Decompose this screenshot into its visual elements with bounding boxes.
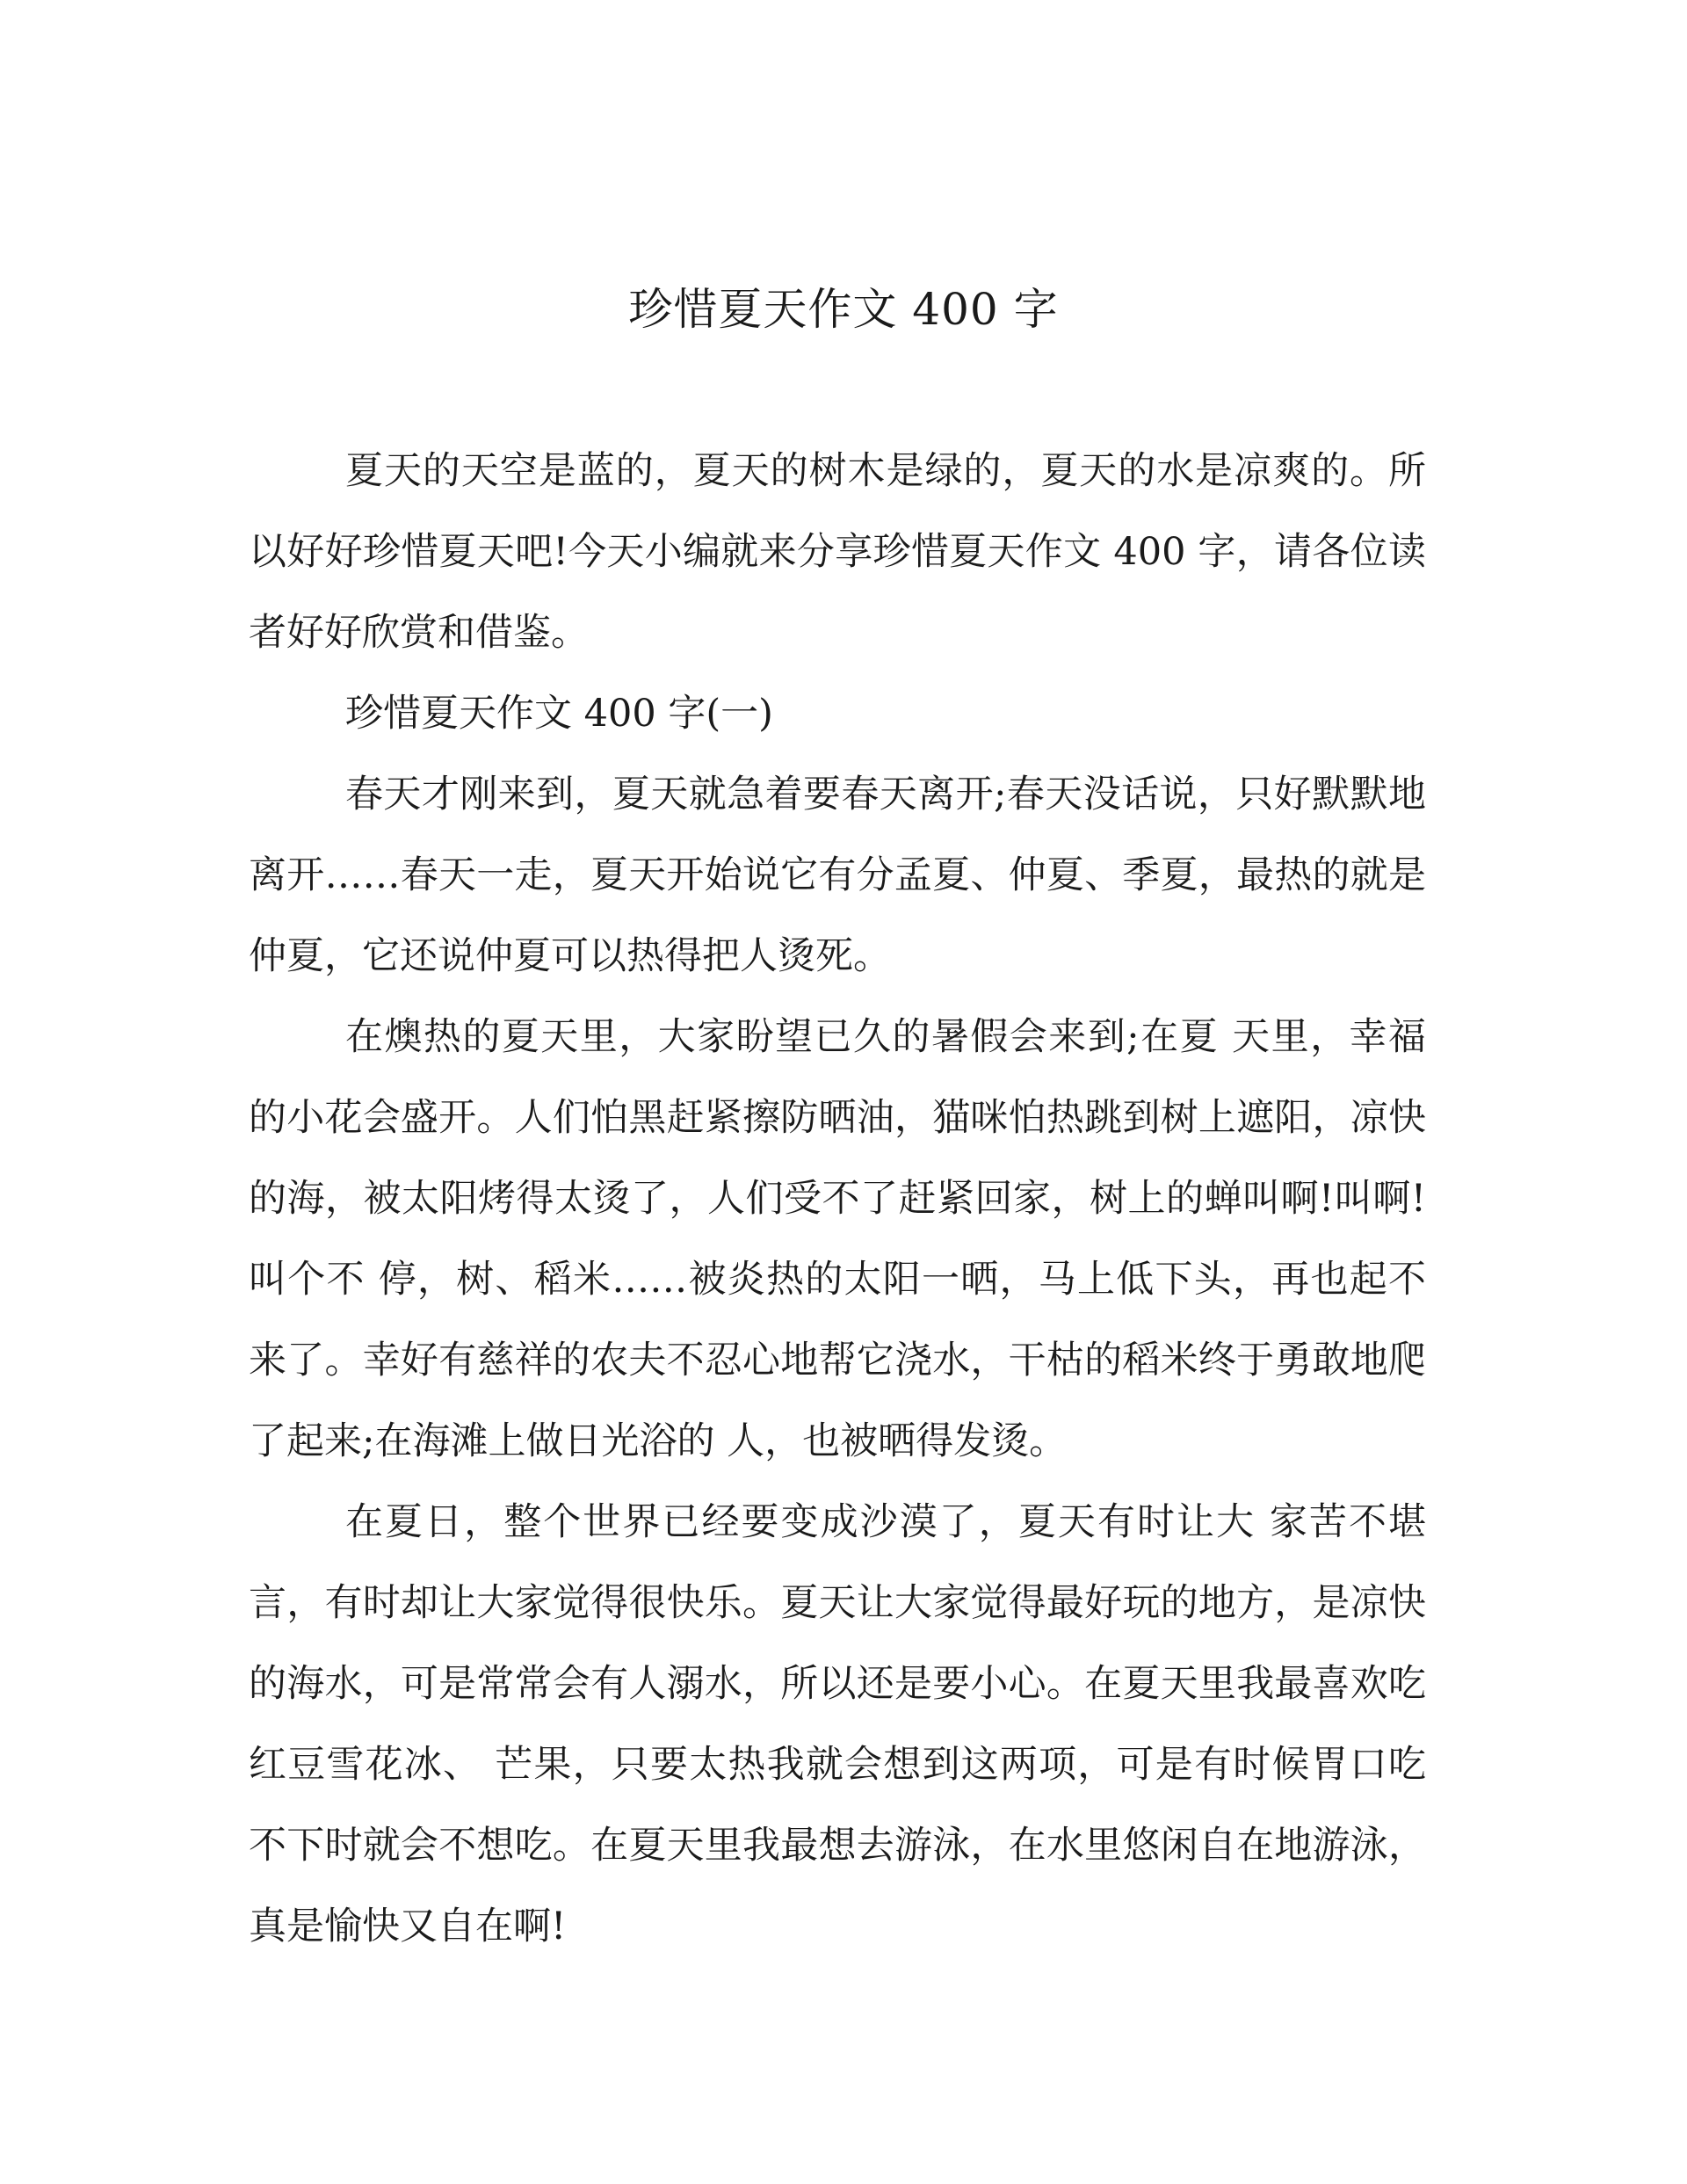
document-body [249,431,1426,1967]
body-paragraph-spring: 春天才刚来到，夏天就急着要春天离开;春天没话说，只好默默地离开……春天一走，夏天开始说它有分孟夏、仲夏、季夏，最热的就是仲夏，它还说仲夏可以热得把人烫死。 [249,773,1426,978]
document-title: 珍惜夏天作文 400 字 [628,284,1059,335]
body-paragraph-heat: 在燠热的夏天里，大家盼望已久的暑假会来到;在夏 天里，幸福的小花会盛开。人们怕黑赶紧擦防晒油，猫咪怕热跳到树上遮阳，凉快的海，被太阳烤得太烫了，人们受不了赶紧回家，树上的蝉叫啊!叫啊!叫个不 停，树、稻米……被炎热的太阳一晒，马上低下头，再也起不来了。幸好有慈祥的农夫不忍心地帮它浇水，干枯的稻米终于勇敢地爬了起来;在海滩上做日光浴的 人，也被晒得发烫。 [249,1015,1426,1463]
body-paragraph-summer-day: 在夏日，整个世界已经要变成沙漠了，夏天有时让大 家苦不堪言，有时却让大家觉得很快乐。夏天让大家觉得最好玩的地方，是凉快的海水，可是常常会有人溺水，所以还是要小心。在夏天里我最喜欢吃红豆雪花冰、 芒果，只要太热我就会想到这两项，可是有时候胃口吃不下时就会不想吃。在夏天里我最想去游泳，在水里悠闲自在地游泳，真是愉快又自在啊! [249,1500,1426,1948]
section-heading: 珍惜夏天作文 400 字(一) [345,692,773,736]
intro-paragraph: 夏天的天空是蓝的，夏天的树木是绿的，夏天的水是凉爽的。所以好好珍惜夏天吧!今天小编就来分享珍惜夏天作文 400 字，请各位读者好好欣赏和借鉴。 [249,449,1426,655]
